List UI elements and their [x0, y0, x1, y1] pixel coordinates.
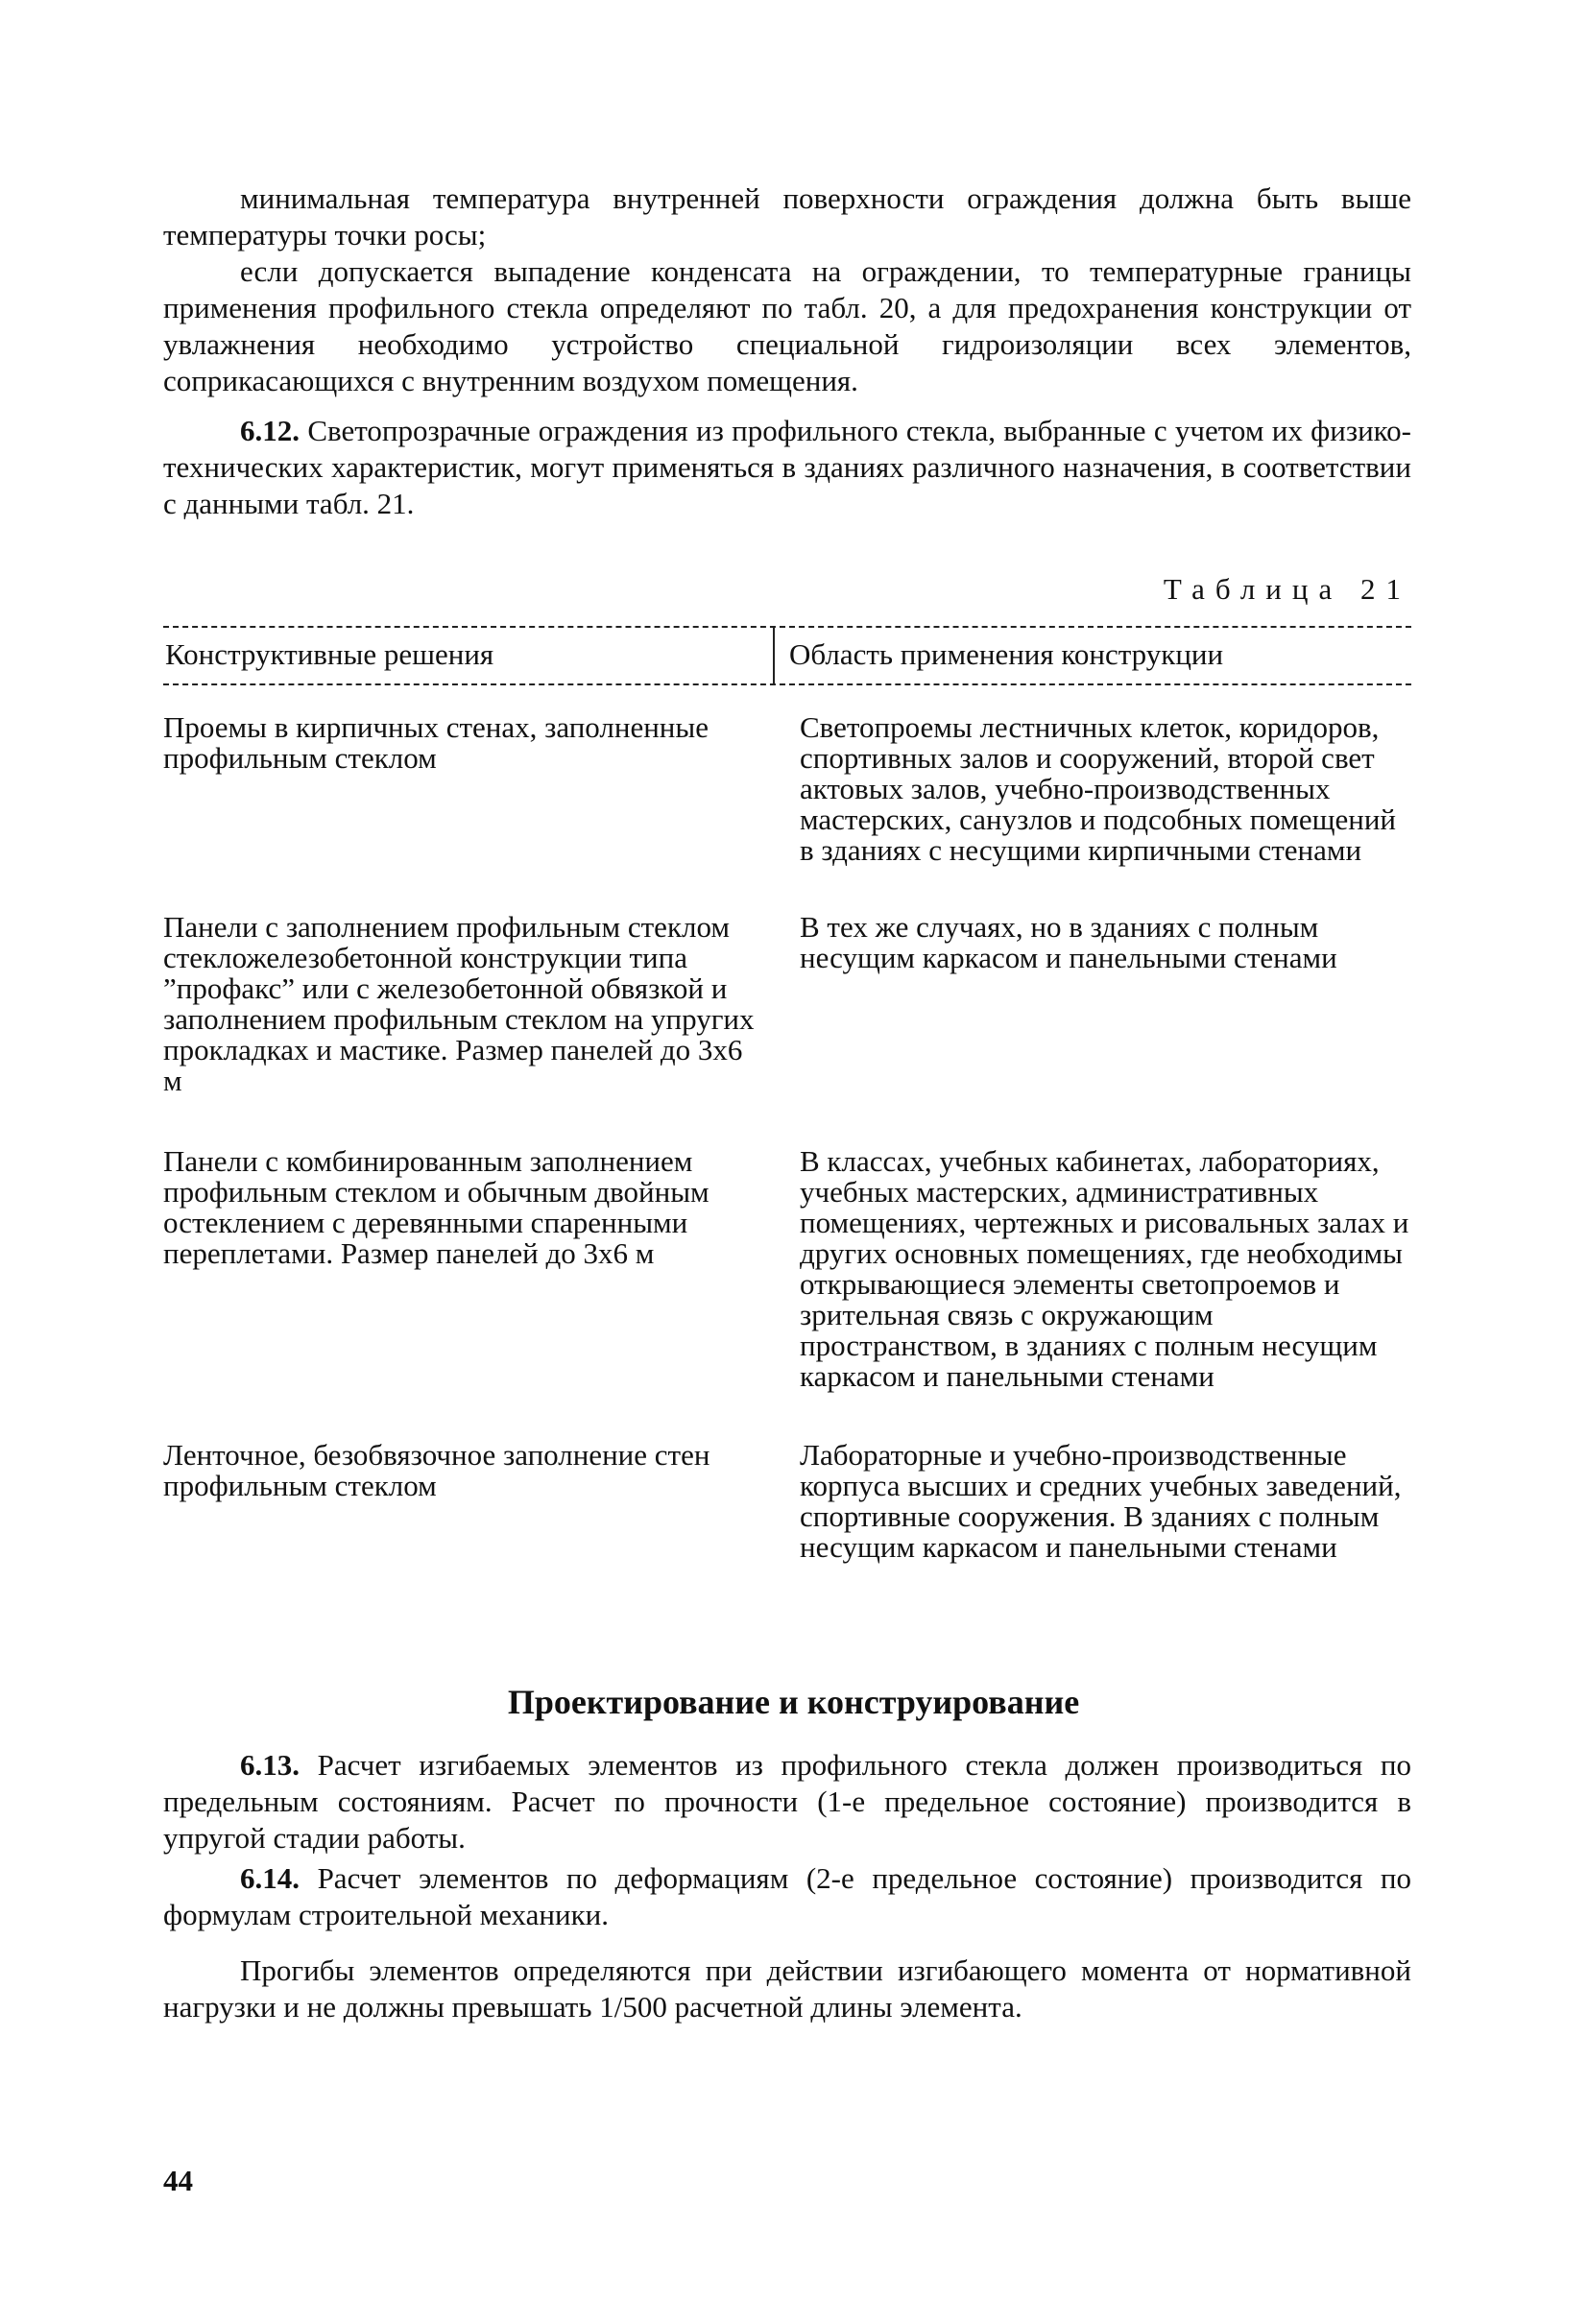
table-cell-design: Панели с заполнением профильным стеклом стекложелезобетонной конструкции типа ”профакс” или с железобетонной обвязкой и заполнением профильным стеклом на упругих прокладках и мастике. Размер панелей до 3х6 м — [163, 910, 755, 1097]
table-caption: Таблица 21 — [1163, 572, 1411, 606]
paragraph-text: Расчет элементов по деформациям (2-е предельное состояние) производится по формулам строительной механики. — [163, 1861, 1411, 1931]
clause-number: 6.12. — [240, 414, 300, 447]
table-header-application: Область применения конструкции — [789, 637, 1224, 671]
page-number: 44 — [163, 2164, 193, 2197]
paragraph-6-14 — [163, 1860, 1411, 1933]
section-heading: Проектирование и конструирование — [507, 1683, 1080, 1721]
table-cell-application: В тех же случаях, но в зданиях с полным несущим каркасом и панельными стенами — [800, 910, 1337, 974]
paragraph-text: минимальная температура внутренней поверхности ограждения должна быть выше температуры точки росы; — [163, 181, 1411, 252]
paragraph-6-12 — [163, 413, 1411, 522]
paragraph-condensate — [163, 253, 1411, 399]
table-cell-application: В классах, учебных кабинетах, лабораториях, учебных мастерских, административных помещениях, чертежных и рисовальных залах и других основных помещениях, где необходимы открывающиеся элементы светопроемов и зрительная связь с окружающим пространством, в зданиях с полным несущим каркасом и панельными стенами — [800, 1144, 1409, 1393]
paragraph-6-13 — [163, 1747, 1411, 1857]
table-header-design: Конструктивные решения — [165, 637, 494, 671]
table-cell-application: Светопроемы лестничных клеток, коридоров, спортивных залов и сооружений, второй свет актовых залов, учебно-производственных мастерских, санузлов и подсобных помещений в зданиях с несущими кирпичными стенами — [800, 710, 1397, 867]
paragraph-text: Прогибы элементов определяются при действии изгибающего момента от нормативной нагрузки и не должны превышать 1/500 расчетной длины элемента. — [163, 1953, 1411, 2024]
paragraph-text: Светопрозрачные ограждения из профильного стекла, выбранные с учетом их физико-технических характеристик, могут применяться в зданиях различного назначения, в соответствии с данными табл. 21. — [163, 414, 1411, 520]
table-cell-design: Проемы в кирпичных стенах, заполненные профильным стеклом — [163, 710, 709, 775]
table-header-rule — [163, 683, 1411, 685]
paragraph-text: если допускается выпадение конденсата на ограждении, то температурные границы применения профильного стекла определяют по табл. 20, а для предохранения конструкции от увлажнения необходимо устройство специальной гидроизоляции всех элементов, соприкасающихся с внутренним воздухом помещения. — [163, 254, 1411, 397]
table-header-divider — [773, 626, 775, 683]
paragraph-text: Расчет изгибаемых элементов из профильного стекла должен производиться по предельным состояниям. Расчет по прочности (1-е предельное состояние) производится в упругой стадии работы. — [163, 1748, 1411, 1855]
clause-number: 6.13. — [240, 1748, 300, 1782]
table-top-rule — [163, 626, 1411, 628]
table-cell-application: Лабораторные и учебно-производственные корпуса высших и средних учебных заведений, спортивные сооружения. В зданиях с полным несущим каркасом и панельными стенами — [800, 1438, 1402, 1564]
paragraph-dew-point — [163, 180, 1411, 253]
table-cell-design: Панели с комбинированным заполнением профильным стеклом и обычным двойным остеклением с деревянными спаренными переплетами. Размер панелей до 3х6 м — [163, 1144, 709, 1270]
paragraph-deflection — [163, 1953, 1411, 2025]
clause-number: 6.14. — [240, 1861, 300, 1895]
table-cell-design: Ленточное, безобвязочное заполнение стен профильным стеклом — [163, 1438, 710, 1502]
